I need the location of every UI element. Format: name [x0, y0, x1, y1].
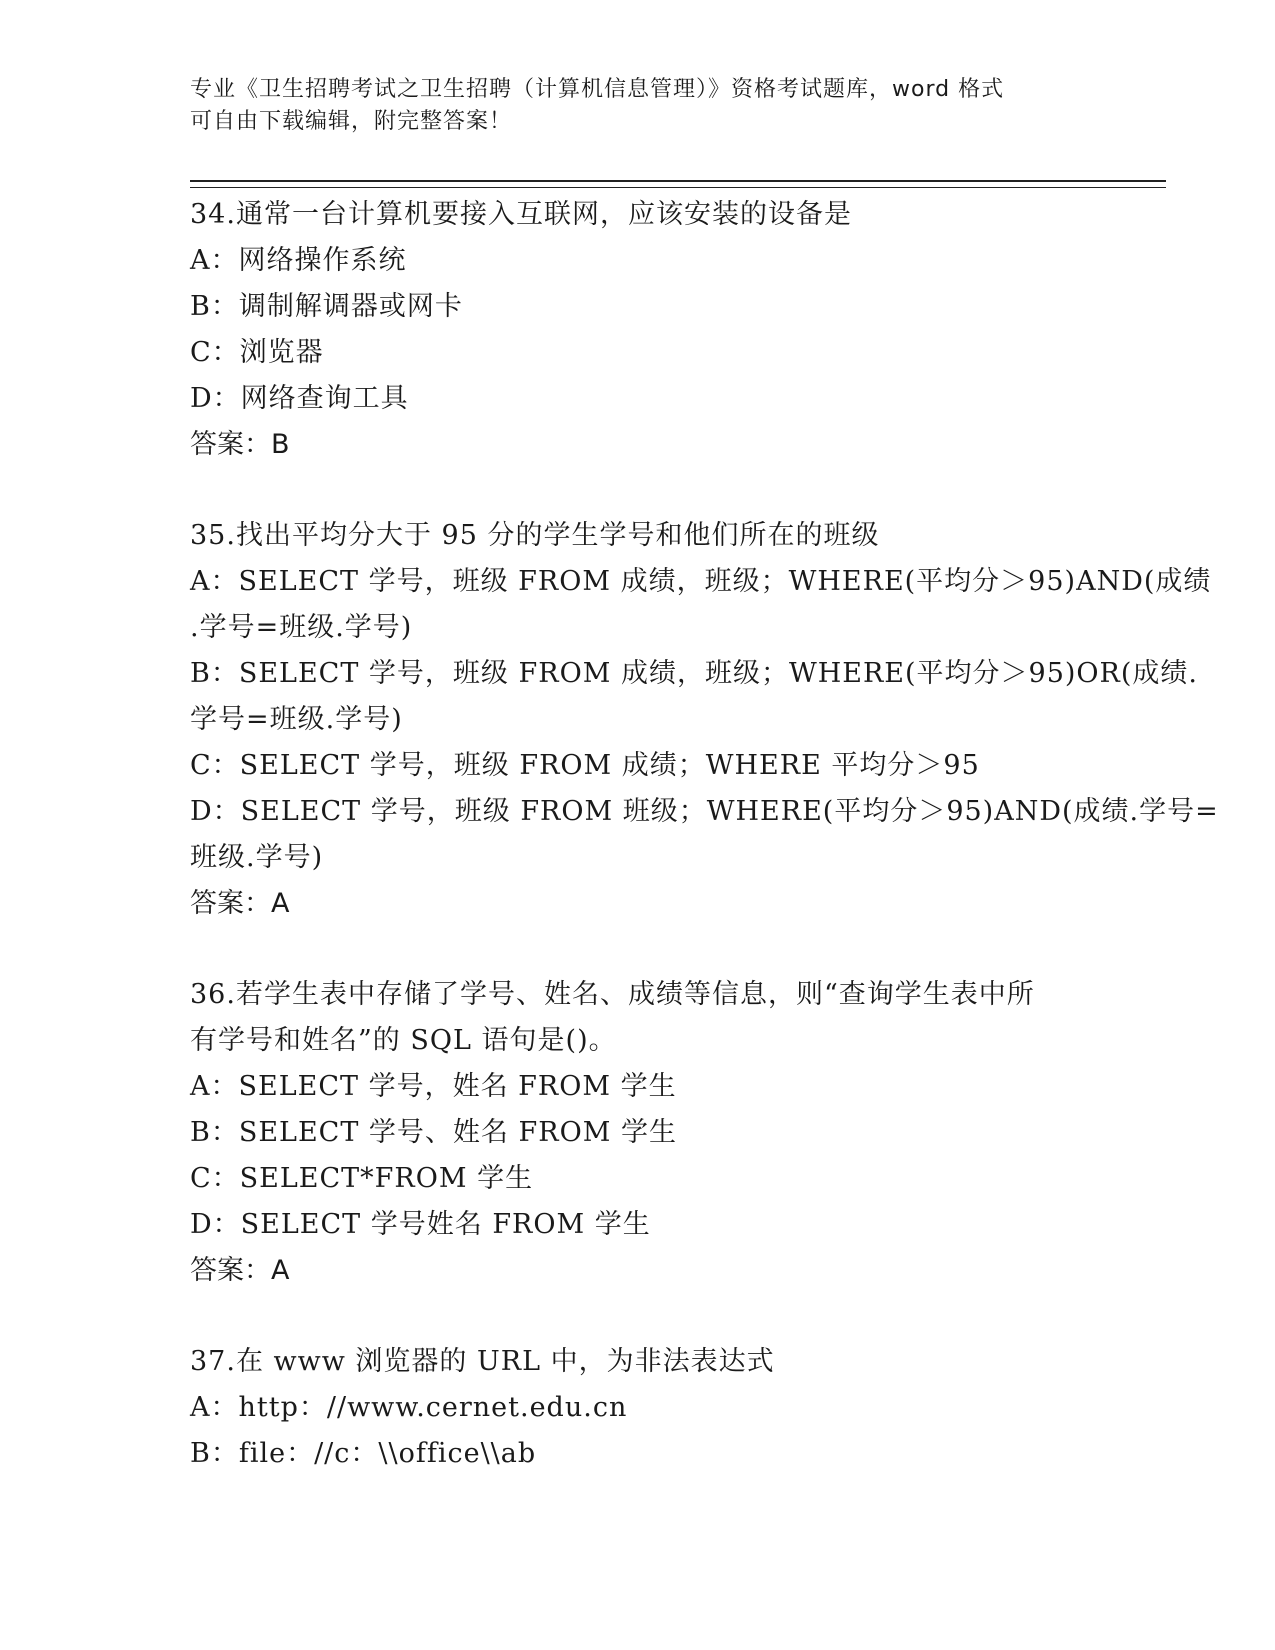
option-d-continued: 班级.学号) [190, 842, 324, 873]
option-d: D：SELECT 学号姓名 FROM 学生 [190, 1209, 651, 1240]
option-a: A：网络操作系统 [190, 245, 407, 276]
option-d: D：网络查询工具 [190, 383, 409, 414]
question-37 [190, 1339, 1090, 1477]
header-line-2: 可自由下载编辑，附完整答案！ [190, 109, 513, 134]
document-header [190, 74, 1090, 138]
header-line-1: 专业《卫生招聘考试之卫生招聘（计算机信息管理）》资格考试题库，word 格式 [190, 77, 1005, 102]
answer-line: 答案：A [190, 888, 290, 919]
option-a: A：http：//www.cernet.edu.cn [190, 1392, 628, 1423]
option-b: B：file：//c：\\office\\ab [190, 1438, 537, 1469]
question-34 [190, 192, 1090, 468]
answer-line: 答案：B [190, 429, 290, 460]
option-a: A：SELECT 学号，班级 FROM 成绩，班级；WHERE(平均分＞95)AND(成绩 [190, 566, 1212, 597]
question-36 [190, 972, 1090, 1294]
header-divider [190, 180, 1166, 188]
option-b-continued: 学号=班级.学号) [190, 704, 403, 735]
question-stem: 34.通常一台计算机要接入互联网，应该安装的设备是 [190, 199, 852, 230]
question-stem-continued: 有学号和姓名”的 SQL 语句是()。 [190, 1025, 617, 1056]
question-35 [190, 513, 1219, 927]
option-c: C：浏览器 [190, 337, 324, 368]
option-b: B：SELECT 学号、姓名 FROM 学生 [190, 1117, 677, 1148]
question-list [190, 192, 1219, 1477]
option-a: A：SELECT 学号，姓名 FROM 学生 [190, 1071, 677, 1102]
question-stem: 36.若学生表中存储了学号、姓名、成绩等信息，则“查询学生表中所 [190, 979, 1035, 1010]
question-stem: 35.找出平均分大于 95 分的学生学号和他们所在的班级 [190, 520, 880, 551]
answer-line: 答案：A [190, 1255, 290, 1286]
question-stem: 37.在 www 浏览器的 URL 中，为非法表达式 [190, 1346, 775, 1377]
option-b: B：调制解调器或网卡 [190, 291, 463, 322]
option-c: C：SELECT*FROM 学生 [190, 1163, 534, 1194]
option-c: C：SELECT 学号，班级 FROM 成绩；WHERE 平均分＞95 [190, 750, 980, 781]
option-b: B：SELECT 学号，班级 FROM 成绩，班级；WHERE(平均分＞95)OR(成绩. [190, 658, 1198, 689]
option-d: D：SELECT 学号，班级 FROM 班级；WHERE(平均分＞95)AND(成绩.学号= [190, 796, 1219, 827]
option-a-continued: .学号=班级.学号) [190, 612, 413, 643]
